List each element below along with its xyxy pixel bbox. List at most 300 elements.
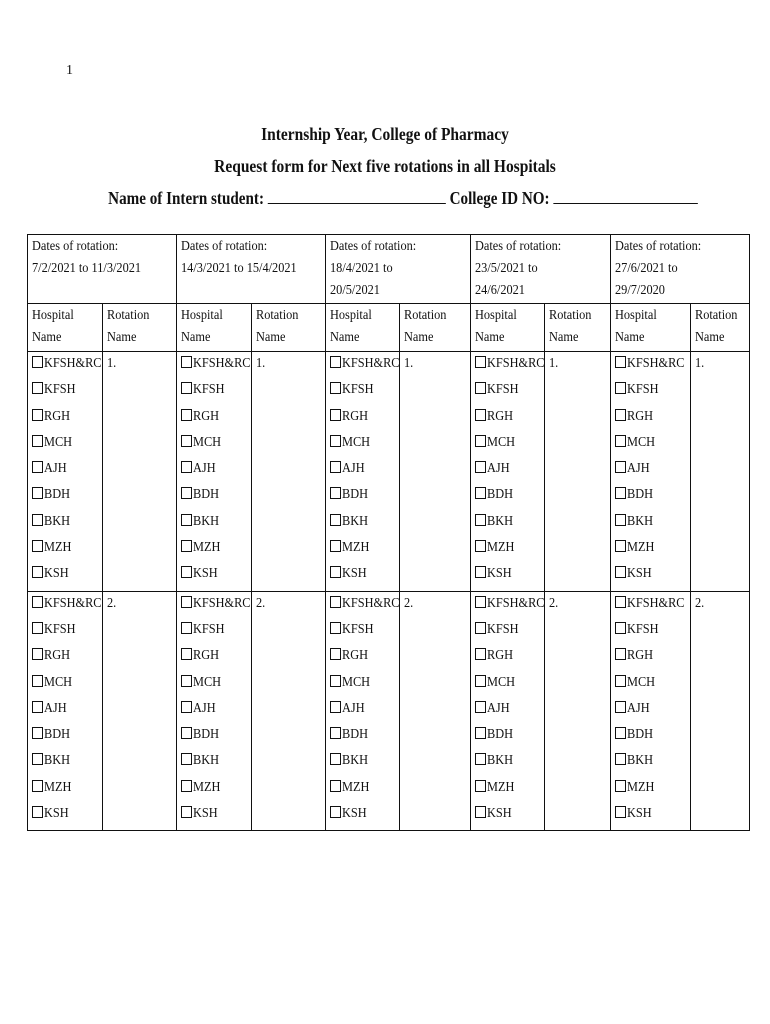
checkbox-icon[interactable] [181, 701, 192, 713]
checkbox-icon[interactable] [32, 540, 43, 552]
hospital-option-label: RGH [193, 648, 220, 664]
dates-row [28, 235, 750, 304]
header-text: Rotation [549, 308, 592, 323]
checkbox-icon[interactable] [32, 780, 43, 792]
hospital-option[interactable] [615, 777, 686, 803]
checkbox-icon[interactable] [330, 727, 341, 739]
rotation-name-cell[interactable] [103, 352, 177, 592]
dates-value: 14/3/2021 to 15/4/2021 [181, 261, 297, 276]
hospital-option-label: KFSH [44, 621, 76, 637]
checkbox-icon[interactable] [181, 356, 192, 368]
hospital-name-header [326, 304, 400, 352]
hospital-name-header [177, 304, 252, 352]
hospital-option[interactable] [615, 563, 686, 589]
checkbox-icon[interactable] [32, 596, 43, 608]
checkbox-icon[interactable] [32, 435, 43, 447]
checkbox-icon[interactable] [330, 701, 341, 713]
hospital-option[interactable] [615, 511, 686, 537]
hospital-option[interactable] [32, 698, 98, 724]
hospital-option[interactable] [615, 537, 686, 563]
hospital-option[interactable] [475, 645, 540, 671]
header-text: Name [256, 330, 286, 345]
hospital-option-label: BDH [193, 727, 220, 743]
college-id-field[interactable] [553, 189, 697, 204]
checkbox-icon[interactable] [615, 675, 626, 687]
checkbox-icon[interactable] [475, 806, 486, 818]
hospital-option-label: KFSH [627, 621, 659, 637]
hospital-option-label: KSH [487, 806, 512, 822]
hospital-option[interactable] [330, 458, 395, 484]
hospital-option[interactable] [475, 777, 540, 803]
table-row [28, 591, 750, 831]
checkbox-icon[interactable] [615, 780, 626, 792]
hospital-option-label: MCH [487, 674, 516, 690]
dates-label: Dates of rotation: [475, 239, 562, 254]
checkbox-icon[interactable] [330, 540, 341, 552]
checkbox-icon[interactable] [181, 727, 192, 739]
hospital-option-label: RGH [627, 648, 654, 664]
hospital-name-header [471, 304, 545, 352]
checkbox-icon[interactable] [181, 409, 192, 421]
header-text: Hospital [475, 308, 517, 323]
hospital-option-label: KSH [193, 566, 218, 582]
hospital-option-label: KSH [342, 566, 367, 582]
hospital-option[interactable] [330, 750, 395, 776]
hospital-option[interactable] [181, 406, 247, 432]
hospital-option[interactable] [181, 803, 247, 829]
checkbox-icon[interactable] [32, 514, 43, 526]
rotation-name-cell[interactable] [545, 591, 611, 831]
dates-label: Dates of rotation: [330, 239, 417, 254]
checkbox-icon[interactable] [615, 487, 626, 499]
checkbox-icon[interactable] [181, 540, 192, 552]
hospital-option[interactable] [475, 432, 540, 458]
hospital-option[interactable] [181, 672, 247, 698]
hospital-option-label: BKH [342, 753, 369, 769]
hospital-option[interactable] [475, 619, 540, 645]
hospital-option-label: BKH [193, 513, 220, 529]
hospital-option[interactable] [330, 619, 395, 645]
checkbox-icon[interactable] [181, 806, 192, 818]
hospital-option-label: KFSH&RC [193, 356, 251, 371]
hospital-option-label: KFSH [627, 382, 659, 398]
checkbox-icon[interactable] [181, 435, 192, 447]
checkbox-icon[interactable] [475, 461, 486, 473]
dates-value: 23/5/2021 to [475, 261, 538, 276]
checkbox-icon[interactable] [330, 596, 341, 608]
hospital-option[interactable] [615, 379, 686, 405]
hospital-option-label: KSH [193, 806, 218, 822]
hospital-option-label: KSH [44, 806, 69, 822]
hospital-option[interactable] [615, 750, 686, 776]
hospital-option[interactable] [181, 750, 247, 776]
hospital-option[interactable] [181, 619, 247, 645]
hospital-option-label: BKH [627, 753, 654, 769]
checkbox-icon[interactable] [330, 780, 341, 792]
hospital-option-label: MZH [627, 540, 655, 556]
rotation-name-cell[interactable] [691, 352, 750, 592]
hospital-option-label: MZH [487, 779, 515, 795]
checkbox-icon[interactable] [330, 514, 341, 526]
rotation-number: 2. [107, 595, 117, 611]
student-name-label: Name of Intern student: [108, 188, 264, 208]
rotation-number: 1. [695, 356, 705, 371]
hospital-option-label: BKH [342, 513, 369, 529]
dates-label: Dates of rotation: [181, 239, 268, 254]
hospital-option[interactable] [330, 563, 395, 589]
checkbox-icon[interactable] [475, 435, 486, 447]
hospital-option[interactable] [330, 645, 395, 671]
hospital-option[interactable] [615, 593, 686, 619]
rotation-number: 2. [256, 595, 266, 611]
checkbox-icon[interactable] [181, 514, 192, 526]
checkbox-icon[interactable] [475, 780, 486, 792]
dates-label: Dates of rotation: [32, 239, 119, 254]
header-text: Name [475, 330, 505, 345]
checkbox-icon[interactable] [181, 753, 192, 765]
hospital-option-label: KFSH [487, 621, 519, 637]
hospital-option-label: RGH [193, 408, 220, 424]
hospital-option-label: KFSH&RC [487, 595, 545, 611]
hospital-option-label: RGH [44, 408, 71, 424]
hospital-option[interactable] [615, 406, 686, 432]
hospital-option-label: BKH [193, 753, 220, 769]
checkbox-icon[interactable] [330, 382, 341, 394]
checkbox-icon[interactable] [475, 514, 486, 526]
checkbox-icon[interactable] [330, 675, 341, 687]
header-text: Name [107, 330, 137, 345]
dates-value: 29/7/2020 [615, 283, 666, 298]
hospital-option[interactable] [32, 593, 102, 619]
hospital-options-cell [177, 591, 252, 831]
checkbox-icon[interactable] [615, 435, 626, 447]
checkbox-icon[interactable] [181, 675, 192, 687]
header-text: Name [615, 330, 645, 345]
checkbox-icon[interactable] [32, 382, 43, 394]
hospital-option-label: KFSH&RC [627, 356, 685, 371]
header-text: Name [404, 330, 434, 345]
hospital-option[interactable] [615, 353, 686, 379]
hospital-option[interactable] [615, 458, 686, 484]
hospital-option[interactable] [475, 379, 540, 405]
hospital-option[interactable] [475, 593, 545, 619]
header-text: Hospital [181, 308, 223, 323]
hospital-option[interactable] [330, 406, 395, 432]
hospital-option[interactable] [475, 698, 540, 724]
dates-value: 7/2/2021 to 11/3/2021 [32, 261, 142, 276]
hospital-option[interactable] [475, 672, 540, 698]
hospital-name-header [611, 304, 691, 352]
checkbox-icon[interactable] [475, 727, 486, 739]
hospital-option[interactable] [475, 406, 540, 432]
checkbox-icon[interactable] [32, 806, 43, 818]
hospital-options-cell [326, 352, 400, 592]
hospital-option[interactable] [181, 511, 247, 537]
dates-label: Dates of rotation: [615, 239, 702, 254]
hospital-option[interactable] [181, 537, 247, 563]
header-text: Rotation [256, 308, 299, 323]
checkbox-icon[interactable] [32, 409, 43, 421]
checkbox-icon[interactable] [330, 435, 341, 447]
checkbox-icon[interactable] [615, 622, 626, 634]
checkbox-icon[interactable] [32, 701, 43, 713]
hospital-option-label: KSH [44, 566, 69, 582]
checkbox-icon[interactable] [615, 648, 626, 660]
hospital-option[interactable] [330, 593, 400, 619]
rotation-name-cell[interactable] [103, 591, 177, 831]
checkbox-icon[interactable] [475, 596, 486, 608]
checkbox-icon[interactable] [475, 753, 486, 765]
hospital-option[interactable] [330, 777, 395, 803]
hospital-option-label: MZH [44, 779, 72, 795]
dates-value: 18/4/2021 to [330, 261, 393, 276]
hospital-option[interactable] [330, 432, 395, 458]
checkbox-icon[interactable] [475, 540, 486, 552]
hospital-option[interactable] [330, 698, 395, 724]
rotation-name-cell[interactable] [691, 591, 750, 831]
hospital-option-label: MZH [627, 779, 655, 795]
hospital-option[interactable] [181, 458, 247, 484]
college-id-label: College ID NO: [449, 188, 550, 208]
hospital-option-label: BDH [44, 727, 71, 743]
hospital-option[interactable] [181, 593, 251, 619]
rotation-name-cell[interactable] [400, 591, 471, 831]
hospital-option[interactable] [32, 672, 98, 698]
hospital-option[interactable] [181, 484, 247, 510]
hospital-option[interactable] [32, 379, 98, 405]
checkbox-icon[interactable] [475, 409, 486, 421]
checkbox-icon[interactable] [475, 675, 486, 687]
dates-value: 24/6/2021 [475, 283, 525, 298]
checkbox-icon[interactable] [330, 622, 341, 634]
rotation-number: 1. [549, 356, 559, 371]
hospital-option-label: MZH [342, 540, 370, 556]
rotation-dates-cell [326, 235, 471, 304]
checkbox-icon[interactable] [615, 382, 626, 394]
checkbox-icon[interactable] [181, 566, 192, 578]
checkbox-icon[interactable] [32, 648, 43, 660]
hospital-option[interactable] [615, 484, 686, 510]
hospital-option-label: KSH [342, 806, 367, 822]
rotation-dates-cell [28, 235, 177, 304]
page-subtitle: Request form for Next five rotations in all Hospitals [214, 156, 556, 176]
hospital-option[interactable] [330, 724, 395, 750]
hospital-option-label: AJH [342, 700, 365, 716]
checkbox-icon[interactable] [615, 356, 626, 368]
checkbox-icon[interactable] [475, 356, 486, 368]
checkbox-icon[interactable] [615, 566, 626, 578]
checkbox-icon[interactable] [32, 487, 43, 499]
checkbox-icon[interactable] [615, 596, 626, 608]
hospital-option-label: AJH [487, 700, 510, 716]
hospital-option-label: AJH [487, 461, 510, 477]
hospital-option-label: KFSH&RC [44, 356, 102, 371]
hospital-option[interactable] [32, 645, 98, 671]
checkbox-icon[interactable] [32, 566, 43, 578]
checkbox-icon[interactable] [32, 461, 43, 473]
checkbox-icon[interactable] [181, 461, 192, 473]
hospital-option[interactable] [181, 645, 247, 671]
student-name-field[interactable] [268, 189, 446, 204]
hospital-option[interactable] [181, 777, 247, 803]
hospital-option[interactable] [475, 563, 540, 589]
hospital-options-cell [611, 591, 691, 831]
checkbox-icon[interactable] [615, 806, 626, 818]
hospital-option[interactable] [615, 619, 686, 645]
hospital-options-cell [326, 591, 400, 831]
checkbox-icon[interactable] [330, 461, 341, 473]
checkbox-icon[interactable] [615, 461, 626, 473]
checkbox-icon[interactable] [475, 701, 486, 713]
hospital-option[interactable] [32, 777, 98, 803]
rotation-name-cell[interactable] [400, 352, 471, 592]
checkbox-icon[interactable] [181, 382, 192, 394]
hospital-option[interactable] [32, 406, 98, 432]
hospital-option[interactable] [32, 750, 98, 776]
hospital-option[interactable] [330, 672, 395, 698]
checkbox-icon[interactable] [615, 409, 626, 421]
checkbox-icon[interactable] [330, 753, 341, 765]
checkbox-icon[interactable] [181, 648, 192, 660]
hospital-option[interactable] [330, 803, 395, 829]
hospital-option[interactable] [330, 484, 395, 510]
hospital-option-label: KFSH [193, 621, 225, 637]
header-text: Hospital [32, 308, 74, 323]
checkbox-icon[interactable] [615, 514, 626, 526]
hospital-option-label: MCH [193, 434, 222, 450]
hospital-option[interactable] [615, 672, 686, 698]
hospital-option-label: BDH [342, 487, 369, 503]
hospital-option-label: KFSH&RC [44, 595, 102, 611]
rotation-number: 2. [404, 595, 414, 611]
hospital-option-label: RGH [44, 648, 71, 664]
hospital-option-label: RGH [627, 408, 654, 424]
checkbox-icon[interactable] [475, 566, 486, 578]
rotation-dates-cell [471, 235, 611, 304]
rotation-name-cell[interactable] [252, 591, 326, 831]
hospital-option[interactable] [475, 724, 540, 750]
hospital-options-cell [611, 352, 691, 592]
checkbox-icon[interactable] [330, 648, 341, 660]
header-text: Name [181, 330, 211, 345]
checkbox-icon[interactable] [32, 356, 43, 368]
checkbox-icon[interactable] [330, 409, 341, 421]
hospital-option-label: MCH [342, 674, 371, 690]
hospital-option[interactable] [475, 537, 540, 563]
checkbox-icon[interactable] [615, 753, 626, 765]
checkbox-icon[interactable] [330, 566, 341, 578]
checkbox-icon[interactable] [181, 780, 192, 792]
checkbox-icon[interactable] [615, 540, 626, 552]
hospital-option-label: KSH [487, 566, 512, 582]
header-text: Name [330, 330, 360, 345]
dates-value: 20/5/2021 [330, 283, 380, 298]
rotation-number: 1. [256, 356, 266, 371]
hospital-option[interactable] [475, 484, 540, 510]
hospital-option[interactable] [615, 724, 686, 750]
rotation-name-cell[interactable] [252, 352, 326, 592]
hospital-option[interactable] [615, 432, 686, 458]
hospital-option-label: BDH [627, 727, 654, 743]
hospital-option[interactable] [32, 511, 98, 537]
hospital-option-label: AJH [627, 700, 650, 716]
hospital-option[interactable] [475, 458, 540, 484]
hospital-option[interactable] [330, 537, 395, 563]
hospital-option[interactable] [32, 537, 98, 563]
rotation-name-cell[interactable] [545, 352, 611, 592]
hospital-option[interactable] [181, 563, 247, 589]
hospital-option[interactable] [475, 750, 540, 776]
checkbox-icon[interactable] [475, 622, 486, 634]
hospital-option-label: KFSH&RC [627, 595, 685, 611]
checkbox-icon[interactable] [32, 727, 43, 739]
dates-value: 27/6/2021 to [615, 261, 678, 276]
hospital-option[interactable] [615, 645, 686, 671]
hospital-option-label: RGH [487, 648, 514, 664]
checkbox-icon[interactable] [615, 727, 626, 739]
checkbox-icon[interactable] [32, 622, 43, 634]
hospital-option[interactable] [181, 698, 247, 724]
hospital-option[interactable] [32, 432, 98, 458]
hospital-option[interactable] [475, 803, 540, 829]
hospital-option[interactable] [32, 619, 98, 645]
checkbox-icon[interactable] [330, 806, 341, 818]
hospital-option-label: AJH [193, 700, 216, 716]
checkbox-icon[interactable] [181, 487, 192, 499]
hospital-option-label: KSH [627, 806, 652, 822]
checkbox-icon[interactable] [330, 356, 341, 368]
hospital-option-label: KFSH&RC [487, 356, 545, 371]
hospital-option[interactable] [475, 353, 545, 379]
checkbox-icon[interactable] [330, 487, 341, 499]
hospital-option-label: AJH [193, 461, 216, 477]
checkbox-icon[interactable] [181, 622, 192, 634]
hospital-option[interactable] [181, 353, 251, 379]
hospital-option[interactable] [330, 511, 395, 537]
hospital-option[interactable] [32, 353, 102, 379]
checkbox-icon[interactable] [475, 382, 486, 394]
hospital-option[interactable] [32, 803, 98, 829]
checkbox-icon[interactable] [32, 675, 43, 687]
rotation-number: 2. [695, 595, 705, 611]
hospital-options-cell [28, 352, 103, 592]
hospital-option-label: KFSH [487, 382, 519, 398]
hospital-option[interactable] [330, 379, 395, 405]
hospital-option[interactable] [330, 353, 400, 379]
checkbox-icon[interactable] [475, 648, 486, 660]
hospital-option[interactable] [32, 458, 98, 484]
hospital-option[interactable] [32, 563, 98, 589]
rotation-request-table [27, 234, 750, 831]
hospital-option[interactable] [475, 511, 540, 537]
hospital-option[interactable] [32, 484, 98, 510]
hospital-name-header [28, 304, 103, 352]
hospital-option[interactable] [615, 698, 686, 724]
hospital-option[interactable] [32, 724, 98, 750]
hospital-option[interactable] [615, 803, 686, 829]
checkbox-icon[interactable] [181, 596, 192, 608]
rotation-name-header [545, 304, 611, 352]
checkbox-icon[interactable] [32, 753, 43, 765]
hospital-option[interactable] [181, 724, 247, 750]
rotation-name-header [103, 304, 177, 352]
checkbox-icon[interactable] [615, 701, 626, 713]
hospital-option-label: KFSH [342, 621, 374, 637]
hospital-option[interactable] [181, 379, 247, 405]
checkbox-icon[interactable] [475, 487, 486, 499]
hospital-option[interactable] [181, 432, 247, 458]
rotation-number: 1. [107, 356, 117, 371]
